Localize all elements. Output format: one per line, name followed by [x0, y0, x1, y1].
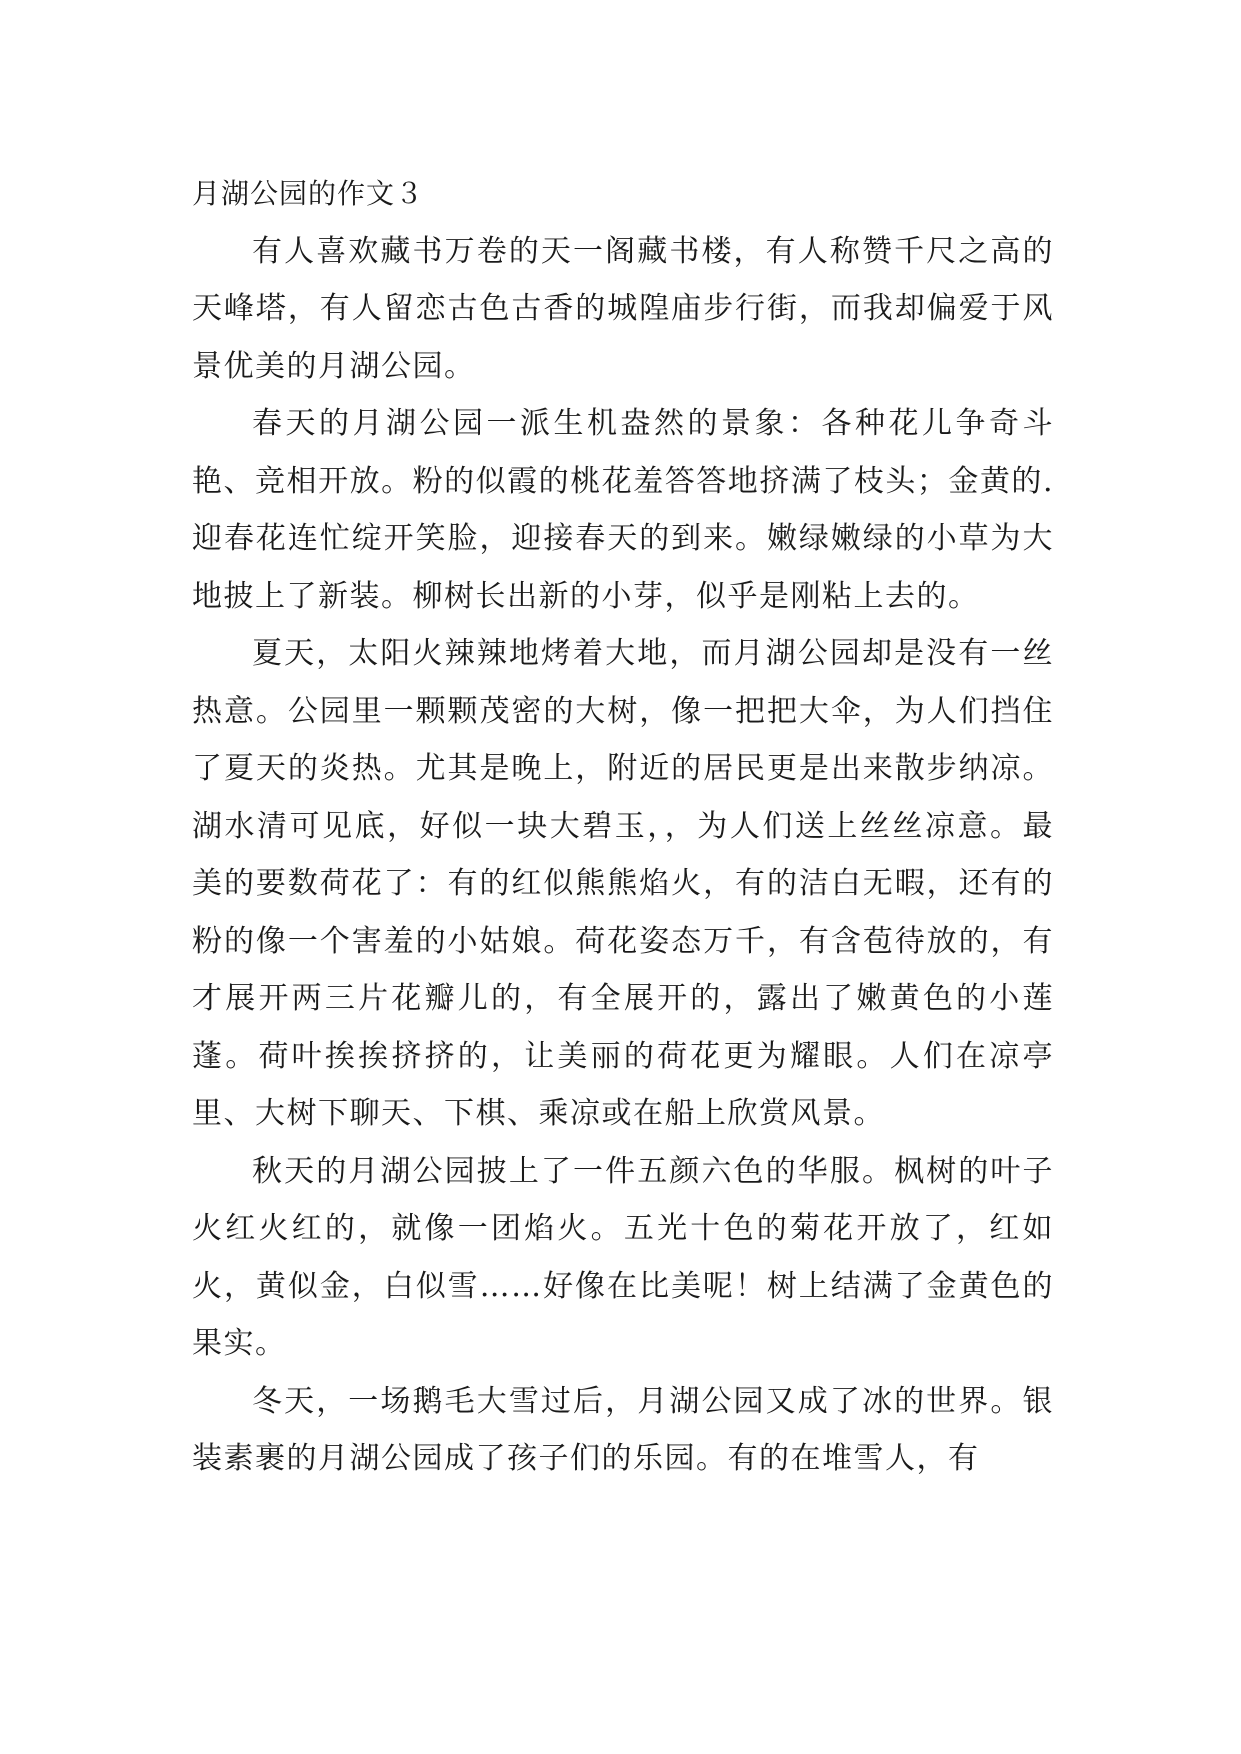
paragraph-intro: 有人喜欢藏书万卷的天一阁藏书楼，有人称赞千尺之高的天峰塔，有人留恋古色古香的城隍庙步行街，而我却偏爱于风景优美的月湖公园。 — [192, 233, 1054, 384]
paragraph-autumn: 秋天的月湖公园披上了一件五颜六色的华服。枫树的叶子火红火红的，就像一团焰火。五光十色的菊花开放了，红如火，黄似金，白似雪……好像在比美呢！树上结满了金黄色的果实。 — [192, 1153, 1054, 1361]
paragraph-summer: 夏天，太阳火辣辣地烤着大地，而月湖公园却是没有一丝热意。公园里一颗颗茂密的大树，像一把把大伞，为人们挡住了夏天的炎热。尤其是晚上，附近的居民更是出来散步纳凉。湖水清可见底，好似一块大碧玉，，为人们送上丝丝凉意。最美的要数荷花了：有的红似熊熊焰火，有的洁白无暇，还有的粉的像一个害羞的小姑娘。荷花姿态万千，有含苞待放的，有才展开两三片花瓣儿的，有全展开的，露出了嫩黄色的小莲蓬。荷叶挨挨挤挤的，让美丽的荷花更为耀眼。人们在凉亭里、大树下聊天、下棋、乘凉或在船上欣赏风景。 — [192, 636, 1054, 1131]
essay-body — [192, 165, 1054, 1488]
paragraph-spring: 春天的月湖公园一派生机盎然的景象：各种花儿争奇斗艳、竞相开放。粉的似霞的桃花羞答答地挤满了枝头；金黄的.迎春花连忙绽开笑脸，迎接春天的到来。嫩绿嫩绿的小草为大地披上了新装。柳树长出新的小芽，似乎是刚粘上去的。 — [192, 406, 1054, 614]
essay-title: 月湖公园的作文３ — [192, 177, 425, 210]
paragraph-winter: 冬天，一场鹅毛大雪过后，月湖公园又成了冰的世界。银装素裹的月湖公园成了孩子们的乐园。有的在堆雪人，有 — [192, 1383, 1054, 1476]
